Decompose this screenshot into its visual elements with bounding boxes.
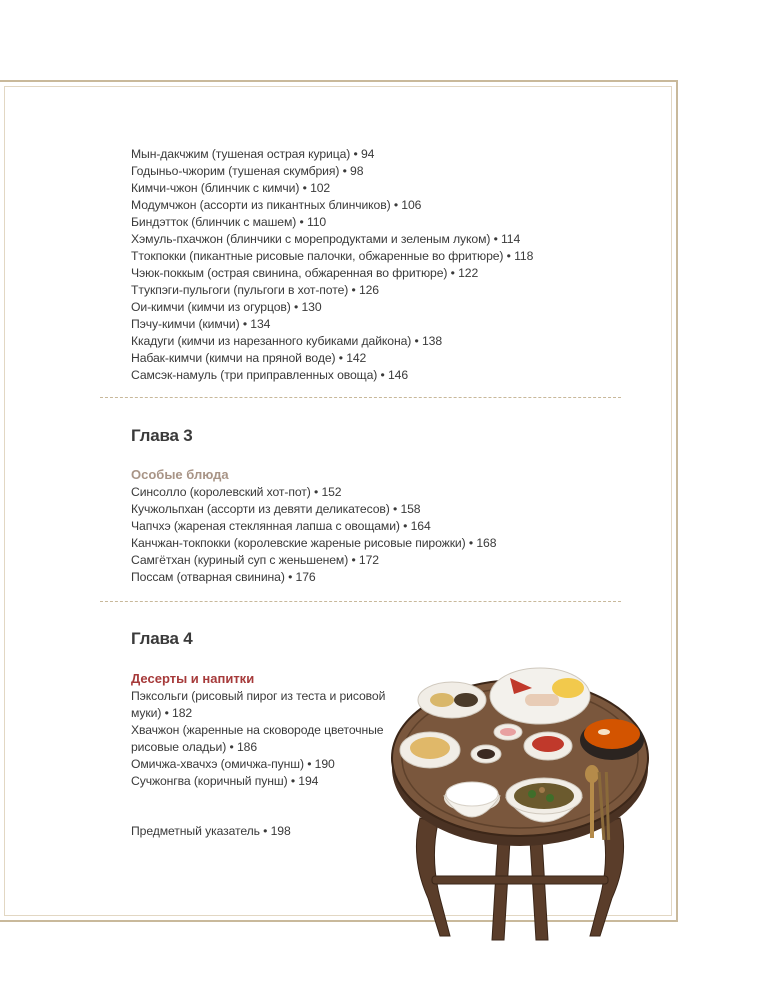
toc-entry[interactable]: Мын-дакчжим (тушеная острая курица) • 94 [131,147,375,161]
section-divider [100,601,621,602]
toc-entry[interactable]: Хэмуль-пхачжон (блинчики с морепродуктами и зеленым луком) • 114 [131,232,521,246]
toc-entry[interactable]: Биндэтток (блинчик с машем) • 110 [131,215,327,229]
toc-entry[interactable]: Самгётхан (куриный суп с женьшенем) • 172 [131,553,379,567]
chapter-4-section: Десерты и напитки [131,671,255,686]
toc-entry[interactable]: Сучжонгва (коричный пунш) • 194 [131,774,319,788]
chapter3-list [131,484,496,586]
toc-entry[interactable]: Хвачжон (жаренные на сковороде цветочные рисовые оладьи) • 186 [131,723,384,754]
toc-entry[interactable]: Пэчу-кимчи (кимчи) • 134 [131,317,271,331]
toc-entry[interactable]: Синсолло (королевский хот-пот) • 152 [131,485,342,499]
toc-entry[interactable]: Ттокпокки (пикантные рисовые палочки, обжаренные во фритюре) • 118 [131,249,534,263]
toc-entry[interactable]: Ккадуги (кимчи из нарезанного кубиками дайкона) • 138 [131,334,442,348]
toc-entry[interactable]: Годыньо-чжорим (тушеная скумбрия) • 98 [131,164,364,178]
korean-table-illustration [380,648,660,948]
toc-entry[interactable]: Кучжольпхан (ассорти из девяти деликатесов) • 158 [131,502,421,516]
index-entry[interactable]: Предметный указатель • 198 [131,824,291,838]
chapter-4-title: Глава 4 [131,629,193,648]
toc-entry[interactable]: Поссам (отварная свинина) • 176 [131,570,316,584]
toc-entry[interactable]: Кимчи-чжон (блинчик с кимчи) • 102 [131,181,331,195]
toc-entry[interactable]: Пэксольги (рисовый пирог из теста и рисовой муки) • 182 [131,689,386,720]
toc-entry[interactable]: Чэюк-поккым (острая свинина, обжаренная во фритюре) • 122 [131,266,479,280]
toc-entry[interactable]: Омичжа-хвачхэ (омичжа-пунш) • 190 [131,757,335,771]
chapter-3-title: Глава 3 [131,426,193,445]
toc-entry[interactable]: Модумчжон (ассорти из пикантных блинчиков) • 106 [131,198,422,212]
toc-entry[interactable]: Чапчхэ (жареная стеклянная лапша с овощами) • 164 [131,519,431,533]
toc-entry[interactable]: Ои-кимчи (кимчи из огурцов) • 130 [131,300,322,314]
chapter2-list [131,146,631,384]
toc-entry[interactable]: Самсэк-намуль (три приправленных овоща) • 146 [131,368,409,382]
toc-entry[interactable]: Ттукпэги-пульгоги (пульгоги в хот-поте) • 126 [131,283,379,297]
section-divider [100,397,621,398]
toc-entry[interactable]: Набак-кимчи (кимчи на пряной воде) • 142 [131,351,367,365]
chapter4-list [131,688,391,790]
rice-bowl-icon [446,782,498,806]
toc-entry[interactable]: Канчжан-токпокки (королевские жареные рисовые пирожки) • 168 [131,536,497,550]
chapter-3-section: Особые блюда [131,467,229,482]
